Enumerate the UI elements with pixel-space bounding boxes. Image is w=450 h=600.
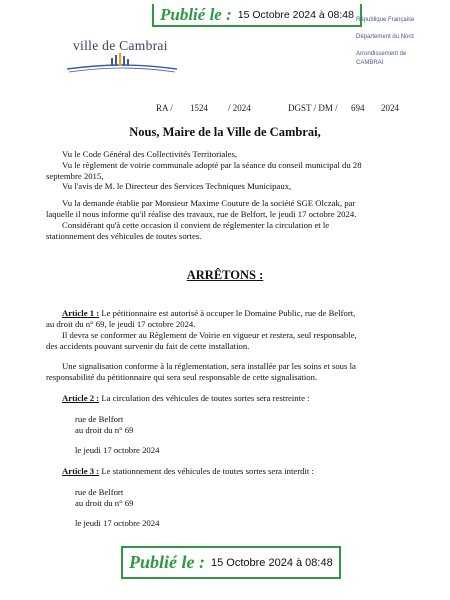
article-3-street: rue de Belfort <box>75 487 124 497</box>
article-1-line-6: responsabilité du pétitionnaire qui sera seul responsable de cette signalisation. <box>46 372 318 382</box>
ref-dgst-number: 694 <box>351 103 365 113</box>
header-arrondissement: Arrondissement de <box>356 51 407 57</box>
article-2-street: rue de Belfort <box>75 414 124 424</box>
vu-reglement-2: septembre 2015, <box>46 171 104 181</box>
vu-avis: Vu l'avis de M. le Directeur des Services Techniques Municipaux, <box>62 181 292 191</box>
administrative-header <box>356 16 436 68</box>
published-stamp-bottom <box>121 546 341 579</box>
article-3-number: au droit du n° 69 <box>75 498 134 508</box>
ref-dgst-year: 2024 <box>381 103 399 113</box>
ref-ra-year: / 2024 <box>228 103 251 113</box>
vu-demande-2: laquelle il nous informe qu'il réalise des travaux, rue de Belfort, le jeudi 17 octobre 2024. <box>46 209 357 219</box>
vu-code: Vu le Code Général des Collectivités Territoriales, <box>62 149 238 159</box>
article-1-line-5: Une signalisation conforme à la réglementation, sera installée par les soins et sous la <box>62 361 356 371</box>
considerant-1: Considérant qu'à cette occasion il convient de réglementer la circulation et le <box>62 220 330 230</box>
stamp-date: 15 Octobre 2024 à 08:48 <box>237 8 354 21</box>
article-1-line-2: au droit du n° 69, le jeudi 17 octobre 2024. <box>46 319 196 329</box>
article-1-line-1 <box>62 308 355 319</box>
ref-dgst-label: DGST / DM / <box>288 103 338 113</box>
article-3-text: Le stationnement des véhicules de toutes sortes sera interdit : <box>99 466 314 476</box>
published-stamp-top <box>152 4 362 27</box>
article-2-line-1 <box>62 393 310 404</box>
city-logo-text: ville de Cambrai <box>73 38 168 53</box>
ref-ra-label: RA / <box>156 103 173 113</box>
header-city: CAMBRAI <box>356 60 384 66</box>
article-1-text-a: Le pétitionnaire est autorisé à occuper le Domaine Public, rue de Belfort, <box>99 308 356 318</box>
stamp-label: Publié le : <box>160 4 232 24</box>
stamp-date: 15 Octobre 2024 à 08:48 <box>210 556 333 569</box>
ref-ra-number: 1524 <box>190 103 208 113</box>
article-3-label: Article 3 : <box>62 466 100 476</box>
page-title: Nous, Maire de la Ville de Cambrai, <box>129 125 321 139</box>
header-department: Département du Nord <box>356 34 414 40</box>
vu-reglement-1: Vu le règlement de voirie communale adopté par la séance du conseil municipal du 28 <box>62 160 362 170</box>
article-3-line-1 <box>62 466 314 477</box>
article-2-number: au droit du n° 69 <box>75 425 134 435</box>
vu-demande-1: Vu la demande établie par Monsieur Maxime Couture de la société SGE Olczak, par <box>62 198 356 208</box>
considerant-2: stationnement des véhicules de toutes sortes. <box>46 231 202 241</box>
article-1-line-4: des accidents pouvant survenir du fait de cette installation. <box>46 341 250 351</box>
header-republic: République Française <box>356 17 415 23</box>
article-1-line-3: Il devra se conformer au Règlement de Voirie en vigueur et restera, seul responsable, <box>62 330 357 340</box>
arretons-heading: ARRÊTONS : <box>186 268 264 282</box>
article-2-date: le jeudi 17 octobre 2024 <box>75 445 160 455</box>
article-1-label: Article 1 : <box>62 308 100 318</box>
article-2-text: La circulation des véhicules de toutes sortes sera restreinte : <box>99 393 310 403</box>
city-skyline-icon <box>67 52 177 74</box>
article-2-label: Article 2 : <box>62 393 100 403</box>
article-3-date: le jeudi 17 octobre 2024 <box>75 518 160 528</box>
stamp-label: Publié le : <box>129 552 205 572</box>
